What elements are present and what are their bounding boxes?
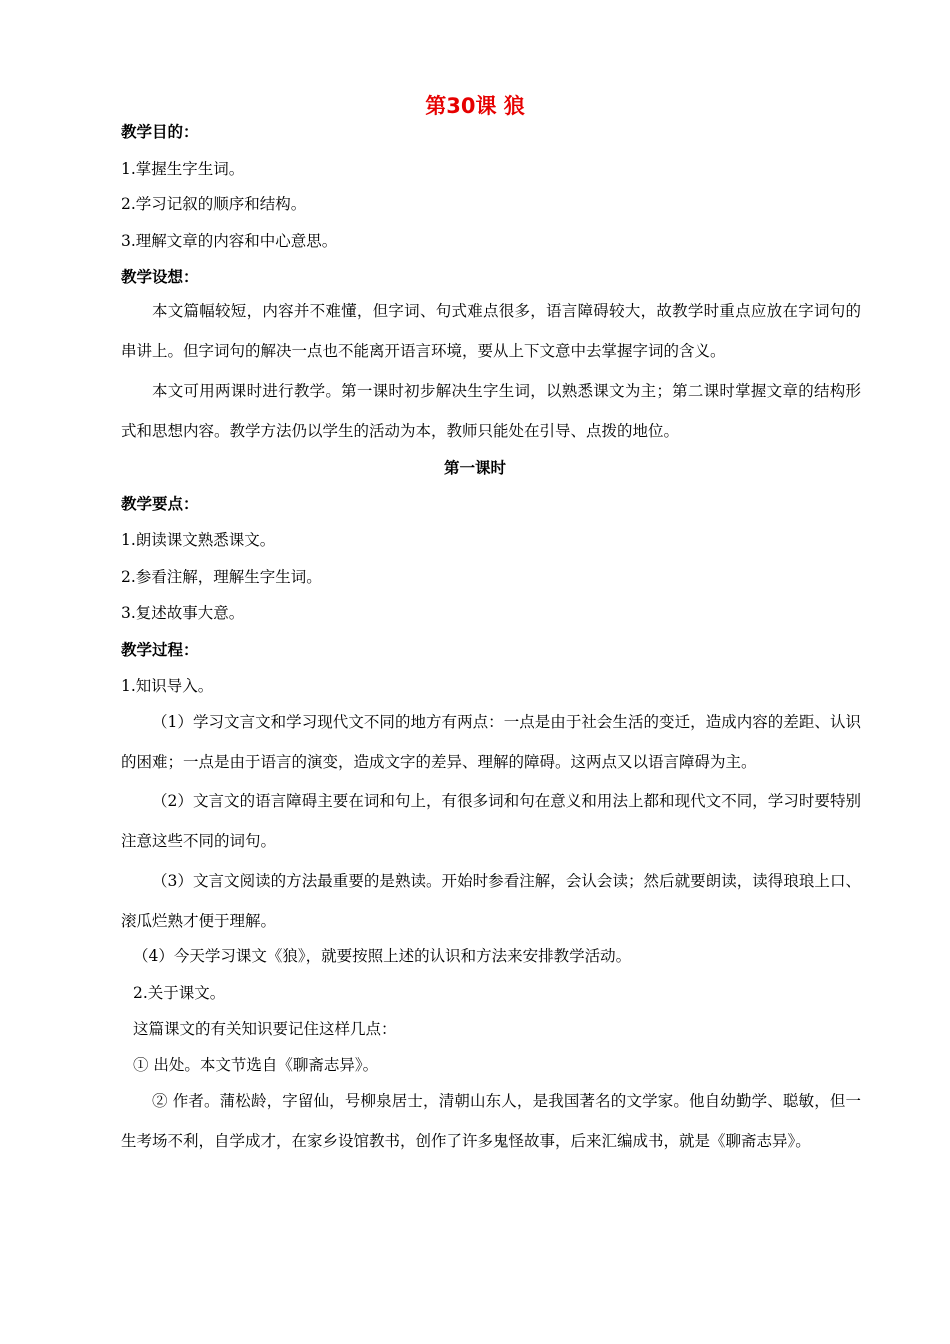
objective-item-3: 3.理解文章的内容和中心意思。: [121, 232, 338, 250]
step1-item-4: （4）今天学习课文《狼》，就要按照上述的认识和方法来安排教学活动。: [133, 947, 632, 965]
design-heading: 教学设想：: [121, 268, 199, 286]
point-item-3: 3.复述故事大意。: [121, 604, 245, 622]
step2-intro: 这篇课文的有关知识要记住这样几点：: [133, 1020, 397, 1038]
points-heading: 教学要点：: [121, 495, 199, 513]
design-paragraph-2: 本文可用两课时进行教学。第一课时初步解决生字生词，以熟悉课文为主；第二课时掌握文章的结构形式和思想内容。教学方法仍以学生的活动为本，教师只能处在引导、点拨的地位。: [121, 382, 861, 440]
lesson1-heading: 第一课时: [443, 459, 506, 477]
point-item-1: 1.朗读课文熟悉课文。: [121, 531, 276, 549]
step1-paragraph-2: （2）文言文的语言障碍主要在词和句上，有很多词和句在意义和用法上都和现代文不同，学习时要特别注意这些不同的词句。: [121, 792, 861, 850]
document-title: 第30课 狼: [425, 94, 525, 118]
step1-paragraph-3: （3）文言文阅读的方法最重要的是熟读。开始时参看注解，会认会读；然后就要朗读，读得琅琅上口、滚瓜烂熟才便于理解。: [121, 872, 861, 930]
step2-item-1: ① 出处。本文节选自《聊斋志异》。: [133, 1056, 379, 1074]
point-item-2: 2.参看注解，理解生字生词。: [121, 568, 322, 586]
step1-heading: 1.知识导入。: [121, 677, 214, 695]
step2-heading: 2.关于课文。: [133, 984, 226, 1002]
process-heading: 教学过程：: [121, 641, 199, 659]
objectives-heading: 教学目的：: [121, 123, 199, 141]
objective-item-1: 1.掌握生字生词。: [121, 160, 245, 178]
step2-item-2: ② 作者。蒲松龄，字留仙，号柳泉居士，清朝山东人，是我国著名的文学家。他自幼勤学、聪敏，但一生考场不利，自学成才，在家乡设馆教书，创作了许多鬼怪故事，后来汇编成书，就是《聊斋志异》。: [121, 1092, 861, 1150]
objective-item-2: 2.学习记叙的顺序和结构。: [121, 195, 307, 213]
step1-paragraph-1: （1）学习文言文和学习现代文不同的地方有两点：一点是由于社会生活的变迁，造成内容的差距、认识的困难；一点是由于语言的演变，造成文字的差异、理解的障碍。这两点又以语言障碍为主。: [121, 713, 861, 771]
design-paragraph-1: 本文篇幅较短，内容并不难懂，但字词、句式难点很多，语言障碍较大，故教学时重点应放在字词句的串讲上。但字词句的解决一点也不能离开语言环境，要从上下文意中去掌握字词的含义。: [121, 302, 861, 360]
